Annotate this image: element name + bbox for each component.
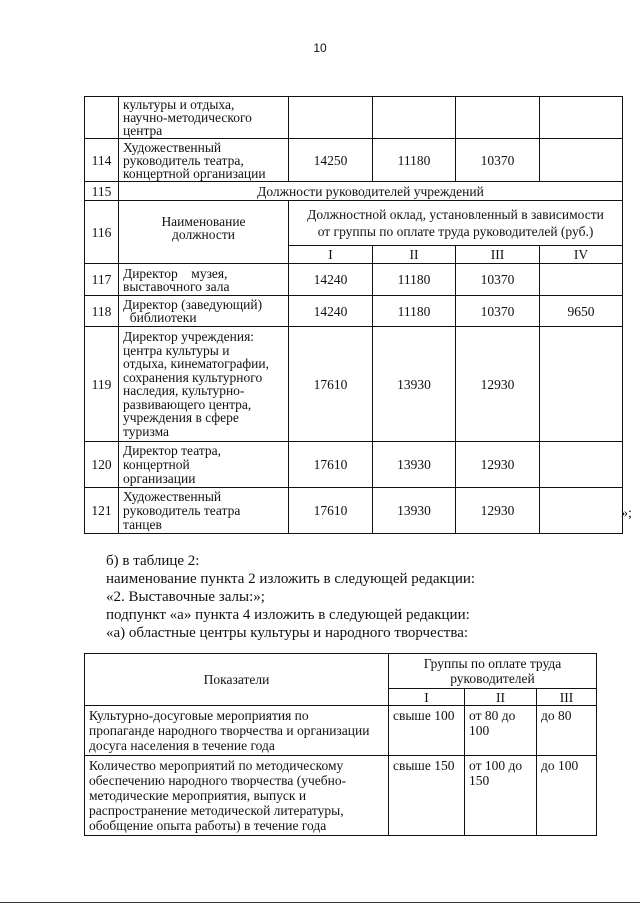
group-header: I: [389, 689, 465, 706]
salary-group-3: 10370: [456, 264, 540, 296]
salary-group-4: [540, 442, 623, 488]
salary-group-1: 14240: [289, 264, 373, 296]
salary-group-4: [540, 139, 623, 182]
row-number: [85, 97, 119, 139]
position-name: Директор учреждения: центра культуры и отдыха, кинематографии, сохранения культурного наследия, культурно- развивающего центра, учреждения в сфере туризма: [119, 327, 289, 442]
row-number: 120: [85, 442, 119, 488]
text-line: наименование пункта 2 изложить в следующей редакции:: [106, 571, 476, 587]
row-number: 115: [85, 182, 119, 201]
header-row: [85, 654, 597, 689]
salary-group-4: [540, 327, 623, 442]
row-number: 117: [85, 264, 119, 296]
salary-group-1: 17610: [289, 442, 373, 488]
salary-group-3: 12930: [456, 327, 540, 442]
text-line: «а) областные центры культуры и народного творчества:: [106, 625, 469, 641]
salary-group-4: [540, 97, 623, 139]
position-name: Художественный руководитель театра танцев: [119, 488, 289, 534]
salary-table: [84, 96, 623, 534]
table-row: [85, 296, 623, 327]
text-line: «2. Выставочные залы:»;: [106, 589, 265, 605]
salary-group-4: 9650: [540, 296, 623, 327]
group-2-value: от 80 до 100: [465, 706, 537, 756]
text-line: б) в таблице 2:: [106, 553, 200, 569]
indicators-table: [84, 653, 597, 836]
group-header: III: [456, 246, 540, 264]
table-row: [85, 488, 623, 534]
salary-group-3: [456, 97, 540, 139]
salary-group-1: 17610: [289, 327, 373, 442]
salary-group-3: 10370: [456, 296, 540, 327]
group-header: I: [289, 246, 373, 264]
group-1-value: свыше 100: [389, 706, 465, 756]
position-name: культуры и отдыха, научно-методического центра: [119, 97, 289, 139]
header-row: [85, 201, 623, 246]
salary-group-4: [540, 488, 623, 534]
group-3-value: до 80: [537, 706, 597, 756]
salary-group-2: 11180: [373, 139, 456, 182]
column-header-name: Наименование должности: [119, 201, 289, 264]
table-row: [85, 706, 597, 756]
text-line: подпункт «а» пункта 4 изложить в следующей редакции:: [106, 607, 470, 623]
page-bottom-edge: [0, 902, 640, 903]
table-row: [85, 97, 623, 139]
position-name: Художественный руководитель театра, концертной организации: [119, 139, 289, 182]
salary-group-2: 13930: [373, 488, 456, 534]
row-number: 121: [85, 488, 119, 534]
row-number: 118: [85, 296, 119, 327]
closing-quote-mark: »;: [621, 506, 632, 521]
table-row: [85, 264, 623, 296]
group-header: IV: [540, 246, 623, 264]
salary-group-3: 10370: [456, 139, 540, 182]
group-3-value: до 100: [537, 756, 597, 836]
position-name: Директор музея, выставочного зала: [119, 264, 289, 296]
salary-group-1: 17610: [289, 488, 373, 534]
row-number: 114: [85, 139, 119, 182]
salary-group-2: [373, 97, 456, 139]
indicator-text: Количество мероприятий по методическому обеспечению народного творчества (учебно- методические мероприятия, выпуск и распространение методической литературы, обобщение опыта работы) в течение года: [85, 756, 389, 836]
column-header-groups: Группы по оплате труда руководителей: [389, 654, 597, 689]
group-header: II: [465, 689, 537, 706]
salary-group-1: 14240: [289, 296, 373, 327]
salary-group-2: 13930: [373, 442, 456, 488]
salary-group-3: 12930: [456, 442, 540, 488]
column-header-indicators: Показатели: [85, 654, 389, 706]
salary-group-3: 12930: [456, 488, 540, 534]
position-name: Директор (заведующий) библиотеки: [119, 296, 289, 327]
salary-group-1: 14250: [289, 139, 373, 182]
row-number: 119: [85, 327, 119, 442]
group-2-value: от 100 до 150: [465, 756, 537, 836]
table-row: [85, 756, 597, 836]
group-header: III: [537, 689, 597, 706]
column-header-salary: Должностной оклад, установленный в зависимости от группы по оплате труда руководителей (руб.): [289, 201, 623, 246]
salary-group-2: 11180: [373, 264, 456, 296]
table-row: [85, 327, 623, 442]
salary-group-2: 11180: [373, 296, 456, 327]
salary-group-2: 13930: [373, 327, 456, 442]
row-number: 116: [85, 201, 119, 264]
table-row: [85, 442, 623, 488]
group-header: II: [373, 246, 456, 264]
table-row: [85, 139, 623, 182]
section-title: Должности руководителей учреждений: [119, 182, 623, 201]
salary-group-4: [540, 264, 623, 296]
salary-group-1: [289, 97, 373, 139]
page-number: 10: [313, 41, 327, 55]
indicator-text: Культурно-досуговые мероприятия по пропаганде народного творчества и организации досуга населения в течение года: [85, 706, 389, 756]
group-1-value: свыше 150: [389, 756, 465, 836]
section-row: [85, 182, 623, 201]
position-name: Директор театра, концертной организации: [119, 442, 289, 488]
